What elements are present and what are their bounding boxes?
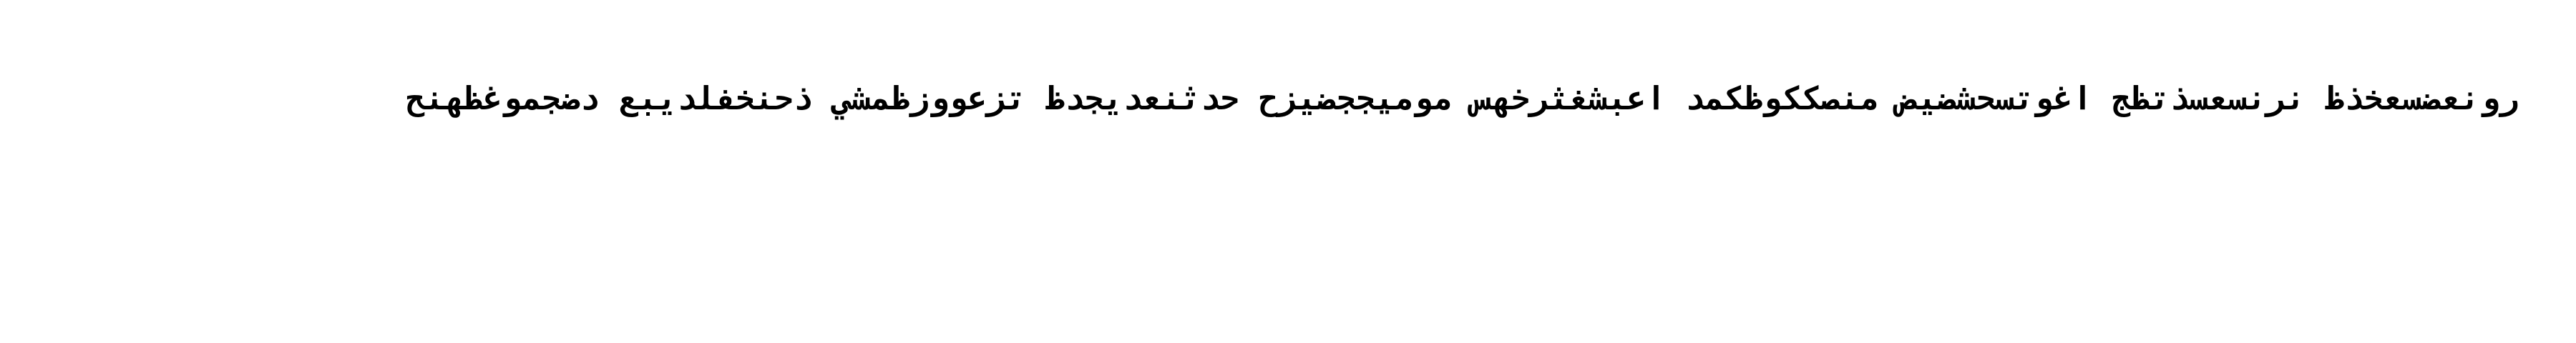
text-line: رونعضسعخذظ نرنسعسذتظج اغوتسحشضيض منصككوظكمد اعبشغثرخهس مومیججضيزح حدثنعديجدظ تزعووزظمشي ذحنخفلديبع دضجموغظهنح xyxy=(405,79,2519,117)
